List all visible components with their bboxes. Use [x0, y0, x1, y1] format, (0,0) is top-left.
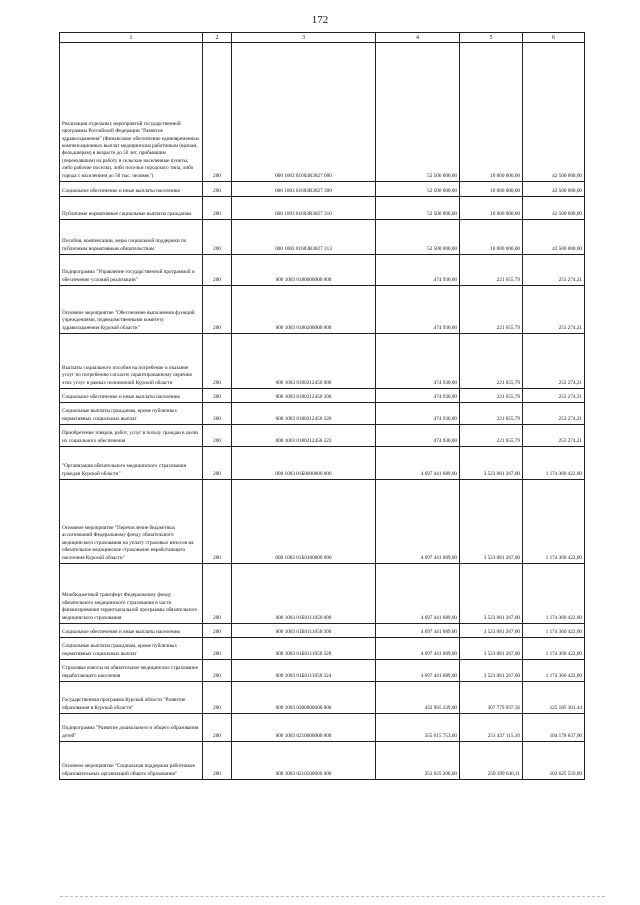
row-amount-spent: 3 523 081 267,00: [460, 624, 523, 638]
column-header: 5: [460, 33, 523, 43]
row-classifier: 000 1003 0210000000 000: [232, 714, 376, 742]
row-amount-spent: 3 523 081 267,00: [460, 564, 523, 624]
row-classifier: 000 1003 01Б0111050 300: [232, 624, 376, 638]
row-code: 200: [203, 714, 232, 742]
table-row: [60, 660, 585, 682]
row-code: 200: [203, 638, 232, 660]
row-classifier: 000 1003 01Б0111050 000: [232, 564, 376, 624]
row-name: Основное мероприятие "Обеспечение выполнения функций учреждениями, подведомственными комитету здравоохранения Курской области": [60, 286, 203, 334]
row-classifier: 000 1003 0180200000 000: [232, 286, 376, 334]
budget-table: [59, 32, 585, 780]
row-name: "Организация обязательного медицинского страхования граждан Курской области": [60, 447, 203, 480]
row-amount-spent: 3 523 081 267,00: [460, 480, 523, 564]
row-classifier: 000 1003 01603R3827 313: [232, 220, 376, 255]
row-code: 200: [203, 389, 232, 403]
row-classifier: 000 1003 0180212450 320: [232, 403, 376, 425]
row-name: Публичные нормативные социальные выплаты гражданам: [60, 197, 203, 220]
row-code: 200: [203, 660, 232, 682]
row-classifier: 000 1003 0180212450 000: [232, 334, 376, 389]
table-row: [60, 403, 585, 425]
table-row: [60, 564, 585, 624]
column-header: 2: [203, 33, 232, 43]
page-number: 172: [311, 14, 329, 26]
row-amount-total: 474 930,00: [376, 286, 460, 334]
row-amount-rest: 42 500 000,00: [523, 43, 585, 182]
row-amount-rest: 1 174 360 422,00: [523, 624, 585, 638]
row-code: 200: [203, 197, 232, 220]
row-amount-rest: 253 274,21: [523, 286, 585, 334]
row-code: 200: [203, 624, 232, 638]
row-amount-total: 353 025 200,00: [376, 742, 460, 780]
row-classifier: 000 1003 01603R3827 310: [232, 197, 376, 220]
row-amount-total: 4 697 441 689,00: [376, 564, 460, 624]
row-name: Пособия, компенсации, меры социальной поддержки по публичным нормативным обязательствам: [60, 220, 203, 255]
table-row: [60, 286, 585, 334]
row-amount-spent: 250 399 640,11: [460, 742, 523, 780]
row-classifier: 000 1003 0210500000 000: [232, 742, 376, 780]
row-amount-spent: 221 655,79: [460, 286, 523, 334]
row-classifier: 000 1003 01Б0100000 000: [232, 480, 376, 564]
row-amount-spent: 10 000 000,00: [460, 220, 523, 255]
row-classifier: 000 1003 01Б0000000 000: [232, 447, 376, 480]
row-amount-spent: 221 655,79: [460, 334, 523, 389]
table-row: [60, 255, 585, 286]
row-name: Реализация отдельных мероприятий государственной программы Российской Федерации "Развитие здравоохранения" (Финансовое обеспечение единовременных компенсационных выплат медицинским работникам (врачам, фельдшерам) в возрасте до 50 лет, прибывшим (переехавшим) на работу в сельские населенные пункты, либо рабочие поселки, либо поселки городского типа, либо города с населением до 50 тыс. человек"): [60, 43, 203, 182]
table-row: [60, 638, 585, 660]
row-amount-total: 4 697 441 689,00: [376, 480, 460, 564]
table-row: [60, 682, 585, 714]
table-row: [60, 197, 585, 220]
column-header: 4: [376, 33, 460, 43]
row-amount-spent: 3 523 081 267,00: [460, 447, 523, 480]
row-amount-total: 474 930,00: [376, 389, 460, 403]
row-name: Социальное обеспечение и иные выплаты населению: [60, 389, 203, 403]
row-amount-spent: 221 655,79: [460, 255, 523, 286]
table-row: [60, 624, 585, 638]
row-amount-total: 4 697 441 689,00: [376, 638, 460, 660]
row-amount-rest: 253 274,21: [523, 255, 585, 286]
row-amount-total: 52 500 000,00: [376, 220, 460, 255]
row-amount-total: 4 697 441 689,00: [376, 624, 460, 638]
row-amount-total: 4 697 441 689,00: [376, 660, 460, 682]
row-code: 200: [203, 682, 232, 714]
row-code: 200: [203, 425, 232, 447]
column-header: 1: [60, 33, 203, 43]
row-name: Основное мероприятие "Социальная поддержка работников образовательных организаций общего образования": [60, 742, 203, 780]
table-header-row: [60, 33, 585, 43]
row-classifier: 000 1003 01Б0111050 320: [232, 638, 376, 660]
table-row: [60, 425, 585, 447]
row-code: 200: [203, 220, 232, 255]
row-amount-spent: 10 000 000,00: [460, 197, 523, 220]
row-amount-rest: 42 500 000,00: [523, 197, 585, 220]
table-row: [60, 220, 585, 255]
row-name: Социальные выплаты гражданам, кроме публичных нормативных социальных выплат: [60, 403, 203, 425]
row-amount-total: 52 500 000,00: [376, 197, 460, 220]
table-row: [60, 480, 585, 564]
row-amount-spent: 221 655,79: [460, 425, 523, 447]
row-name: Государственная программа Курской области "Развитие образования в Курской области": [60, 682, 203, 714]
row-amount-rest: 1 174 360 422,00: [523, 480, 585, 564]
row-amount-rest: 253 274,21: [523, 389, 585, 403]
row-name: Страховые взносы на обязательное медицинское страхование неработающего населения: [60, 660, 203, 682]
row-code: 200: [203, 403, 232, 425]
row-name: Социальное обеспечение и иные выплаты населению: [60, 624, 203, 638]
row-amount-total: 432 965 239,00: [376, 682, 460, 714]
row-amount-rest: 253 274,21: [523, 425, 585, 447]
column-header: 3: [232, 33, 376, 43]
row-name: Подпрограмма "Развитие дошкольного и общего образования детей": [60, 714, 203, 742]
scan-edge-line: [60, 896, 605, 897]
row-amount-spent: 3 523 081 267,00: [460, 660, 523, 682]
row-name: Подпрограмма "Управление государственной программой и обеспечение условий реализации": [60, 255, 203, 286]
table-row: [60, 714, 585, 742]
row-code: 200: [203, 742, 232, 780]
row-amount-rest: 1 174 360 422,00: [523, 638, 585, 660]
row-name: Выплаты социального пособия на погребение и оказание услуг по погребению согласно гарантированному перечню этих услуг в рамках полномочий Курской области: [60, 334, 203, 389]
row-name: Социальное обеспечение и иные выплаты населению: [60, 182, 203, 197]
row-amount-spent: 3 523 081 267,00: [460, 638, 523, 660]
table-row: [60, 334, 585, 389]
row-classifier: 000 1003 0180212450 323: [232, 425, 376, 447]
row-classifier: 000 1003 01603R3827 000: [232, 43, 376, 182]
table-row: [60, 447, 585, 480]
row-amount-total: 4 697 441 689,00: [376, 447, 460, 480]
row-amount-rest: 42 500 000,00: [523, 220, 585, 255]
table-row: [60, 182, 585, 197]
row-amount-total: 355 615 753,00: [376, 714, 460, 742]
row-amount-spent: 221 655,79: [460, 389, 523, 403]
column-header: 6: [523, 33, 585, 43]
row-name: Социальные выплаты гражданам, кроме публичных нормативных социальных выплат: [60, 638, 203, 660]
row-amount-rest: 104 178 637,90: [523, 714, 585, 742]
row-amount-total: 474 930,00: [376, 425, 460, 447]
row-name: Межбюджетный трансферт Федеральному фонду обязательного медицинского страхования в части финансирования территориальной программы обязательного медицинского страхования: [60, 564, 203, 624]
row-amount-rest: 1 174 360 422,00: [523, 660, 585, 682]
row-amount-total: 52 500 000,00: [376, 43, 460, 182]
row-classifier: 000 1003 0180000000 000: [232, 255, 376, 286]
row-amount-total: 474 930,00: [376, 255, 460, 286]
row-code: 200: [203, 182, 232, 197]
row-amount-spent: 221 655,79: [460, 403, 523, 425]
row-amount-rest: 1 174 360 422,00: [523, 564, 585, 624]
table-row: [60, 389, 585, 403]
row-code: 200: [203, 334, 232, 389]
row-amount-rest: 1 174 360 422,00: [523, 447, 585, 480]
row-classifier: 000 1003 0180212450 300: [232, 389, 376, 403]
row-code: 200: [203, 480, 232, 564]
row-amount-spent: 307 779 937,56: [460, 682, 523, 714]
row-code: 200: [203, 447, 232, 480]
row-amount-spent: 251 437 115,10: [460, 714, 523, 742]
table-row: [60, 742, 585, 780]
row-name: Основное мероприятие "Перечисление бюджетных ассигнований Федеральному фонду обязательного медицинского страхования на уплату страховых взносов на обязательное медицинское страхование неработающего населения Курской области": [60, 480, 203, 564]
row-code: 200: [203, 286, 232, 334]
row-code: 200: [203, 564, 232, 624]
row-amount-spent: 10 000 000,00: [460, 43, 523, 182]
row-classifier: 000 1003 0200000000 000: [232, 682, 376, 714]
row-name: Приобретение товаров, работ, услуг в пользу граждан в целях их социального обеспечения: [60, 425, 203, 447]
row-code: 200: [203, 255, 232, 286]
row-amount-rest: 42 500 000,00: [523, 182, 585, 197]
row-amount-spent: 10 000 000,00: [460, 182, 523, 197]
row-amount-total: 474 930,00: [376, 403, 460, 425]
row-classifier: 000 1003 01Б0111050 324: [232, 660, 376, 682]
row-amount-rest: 102 625 559,89: [523, 742, 585, 780]
row-amount-rest: 253 274,21: [523, 334, 585, 389]
row-amount-total: 52 500 000,00: [376, 182, 460, 197]
row-code: 200: [203, 43, 232, 182]
table-row: [60, 43, 585, 182]
row-classifier: 000 1003 01603R3827 300: [232, 182, 376, 197]
row-amount-rest: 253 274,21: [523, 403, 585, 425]
row-amount-rest: 125 185 301,44: [523, 682, 585, 714]
row-amount-total: 474 930,00: [376, 334, 460, 389]
